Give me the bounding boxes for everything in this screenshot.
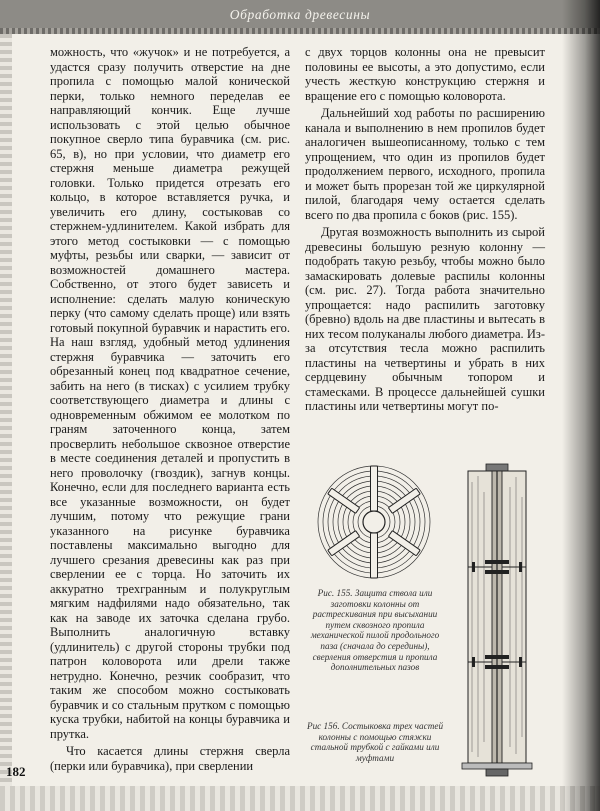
header-band [0, 0, 600, 34]
figure-155-caption: Рис. 155. Защита ствола или заготовки колонны от растрескивания при высыхании путем сквозного пропила механической пилой продольного паза (сначала до середины), сверления отверстия и пропила дополнительных пазов [310, 588, 440, 673]
paragraph: можность, что «жучок» и не потребуется, а удастся сразу получить отверстие на дне пропила с помощью малой конической перки, только немного переделав ее направляющий кончик. Еще лучше использовать с этой целью обычное покупное сверло типа буравчика (см. рис. 65, в), но при условии, что диаметр его стержня меньше диаметра режущей головки. Только придется отрезать его кольцо, в которое вставляется ручка, и увеличить его длину, состыковав со стержнем-удлинителем. Какой избрать для этого метод состыковки — с помощью муфты, резьбы или сварки, — зависит от возможностей домашнего мастера. Собственно, от этого будет зависеть и исполнение: сделать малую коническую перку (что самому сделать проще) или взять готовый покупной буравчик и нарастить его. На наш взгляд, удобный метод удлинения стержня буравчика — заточить его обрезанный конец под квадратное сечение, забить на него (в тисках) с усилием трубку соответствующего диаметра и длины с одновременным обжимом ее молотком по граням заточенного конца, затем просверлить небольшое сквозное отверстие в месте соединения деталей и пропустить в него проволочку (гвоздик), загнув концы. Конечно, если для последнего варианта есть все указанные возможности, он будет лучшим, потому что режущие грани указанного на рисунке буравчика поставлены максимально выгодно для лучшего срезания древесины как раз при сверлении ее с торца. Но заточить их аккуратно трехгранным и полукруглым мягким надфилями надо обязательно, так как на заводе их заточка сделана грубо. Выполнить аналогичную вставку (удлинитель) с другой стороны трубки под патрон коловорота или дрели также нетрудно. Конечно, резчик сообразит, что таким же способом можно состыковать буравчик и со стальным прутком с помощью куска трубки, набитой на концы буравчика и прутка. [50, 45, 290, 741]
left-text-column [50, 45, 290, 776]
paragraph: с двух торцов колонны она не превысит половины ее высоты, а это допустимо, если учесть жесткую конструкцию стержня и вращение его с помощью коловорота. [305, 45, 545, 103]
paragraph: Другая возможность выполнить из сырой древесины большую резную колонну — подобрать такую резьбу, чтобы можно было замаскировать долевые распилы колонны (см. рис. 27). Тогда работа значительно упрощается: надо распилить заготовку (бревно) вдоль на две пластины и вытесать в них тесом полуканалы любого диаметра. Из-за отсутствия тесла можно распилить пластины на четвертины и убрать в них сердцевину обычным топором и стамесками. В процессе дальнейшей сушки пластины или четвертины могут по- [305, 225, 545, 413]
right-text-column [305, 45, 545, 417]
running-head: Обработка древесины [229, 7, 371, 22]
lace-border-bottom [0, 786, 600, 811]
figure-156-caption: Рис 156. Состыковка трех частей колонны с помощью стяжки стальной трубкой с гайками или муфтами [306, 721, 444, 763]
fig155-log-cross-section-illustration [304, 462, 444, 582]
paragraph: Что касается длины стержня сверла (перки или буравчика), при сверлении [50, 744, 290, 773]
paragraph: Дальнейший ход работы по расширению канала и выполнению в нем пропилов будет аналогичен вышеописанному, только с тем упрощением, что один из пропилов будет продолжением первого, исходного, пропила и может быть прорезан той же циркулярной пилой, благодаря чему остается сделать всего по два пропила с боков (рис. 155). [305, 106, 545, 222]
fig156-column-joint-illustration [458, 462, 536, 780]
lace-border-left [0, 34, 12, 811]
page-number: 182 [6, 764, 26, 779]
figure-area [300, 462, 540, 787]
